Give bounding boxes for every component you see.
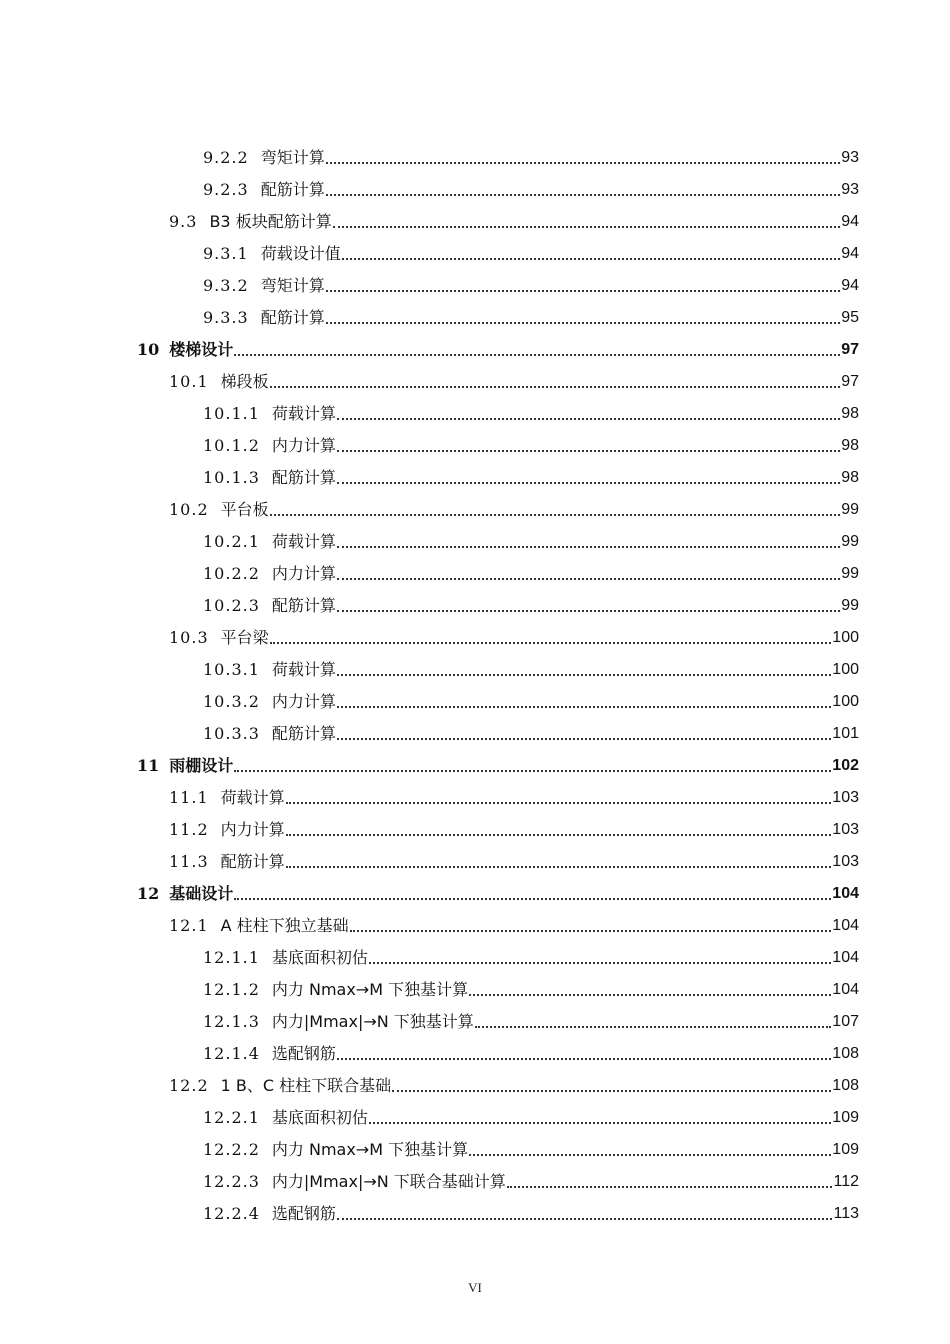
toc-entry[interactable]: [203, 394, 859, 424]
toc-leader: [337, 674, 831, 676]
toc-title: 基底面积初估: [271, 1108, 368, 1127]
toc-title: 荷载计算: [271, 404, 336, 423]
toc-chapter-entry[interactable]: [137, 874, 859, 904]
toc-page: 104: [832, 885, 859, 902]
toc-number: 10.1: [169, 372, 209, 391]
toc-page: 109: [832, 1109, 859, 1126]
toc-number: 11.1: [169, 788, 209, 807]
toc-page: 98: [841, 469, 859, 486]
toc-title: A 柱柱下独立基础: [220, 916, 349, 935]
page-number-footer: VI: [468, 1280, 482, 1295]
toc-leader: [286, 834, 832, 836]
toc-leader: [337, 482, 840, 484]
toc-title: 配筋计算: [260, 180, 325, 199]
toc-leader: [337, 1218, 833, 1220]
toc-page: 93: [841, 149, 859, 166]
toc-entry[interactable]: [169, 810, 859, 840]
toc-title: 梯段板: [220, 372, 269, 391]
toc-number: 12.1.1: [203, 948, 260, 967]
toc-page: 95: [841, 309, 859, 326]
toc-entry[interactable]: [203, 650, 859, 680]
toc-title: 内力 Nmax→M 下独基计算: [271, 980, 469, 999]
toc-page: 108: [832, 1077, 859, 1094]
toc-page: 108: [832, 1045, 859, 1062]
toc-leader: [342, 258, 840, 260]
toc-entry[interactable]: [203, 266, 859, 296]
toc-leader: [286, 866, 832, 868]
toc-leader: [369, 962, 831, 964]
toc-number: 10.2.3: [203, 596, 260, 615]
toc-leader: [392, 1090, 831, 1092]
toc-title: 荷载计算: [271, 660, 336, 679]
toc-number: 12.1: [169, 916, 209, 935]
toc-number: 10.2.1: [203, 532, 260, 551]
toc-page: 101: [832, 725, 859, 742]
toc-title: 内力计算: [220, 820, 285, 839]
toc-page: 99: [841, 533, 859, 550]
toc-entry[interactable]: [169, 1066, 859, 1096]
toc-page: 94: [841, 277, 859, 294]
toc-number: 10.3: [169, 628, 209, 647]
toc-page: 103: [832, 853, 859, 870]
toc-page: 94: [841, 245, 859, 262]
toc-entry[interactable]: [169, 906, 859, 936]
toc-leader: [326, 290, 840, 292]
toc-number: 9.3.1: [203, 244, 249, 263]
toc-leader: [326, 322, 840, 324]
toc-page: 112: [833, 1173, 859, 1190]
toc-entry[interactable]: [203, 138, 859, 168]
toc-leader: [337, 418, 840, 420]
toc-title: B3 板块配筋计算: [209, 212, 332, 231]
toc-title: 内力计算: [271, 692, 336, 711]
toc-title: 配筋计算: [260, 308, 325, 327]
toc-page: 98: [841, 437, 859, 454]
toc-page: 99: [841, 597, 859, 614]
toc-number: 10.2: [169, 500, 209, 519]
toc-chapter-entry[interactable]: [137, 746, 859, 776]
toc-number: 11.2: [169, 820, 209, 839]
toc-leader: [337, 738, 831, 740]
toc-entry[interactable]: [203, 938, 859, 968]
toc-entry[interactable]: [203, 426, 859, 456]
toc-page: 103: [832, 821, 859, 838]
toc-leader: [337, 546, 840, 548]
toc-number: 12.1.4: [203, 1044, 260, 1063]
toc-entry[interactable]: [169, 202, 859, 232]
toc-leader: [337, 450, 840, 452]
toc-number: 10.1.2: [203, 436, 260, 455]
toc-number: 12.1.3: [203, 1012, 260, 1031]
toc-page: 113: [833, 1205, 859, 1222]
toc-title: 荷载计算: [220, 788, 285, 807]
toc-leader: [333, 226, 841, 228]
toc-title: 内力计算: [271, 436, 336, 455]
toc-page: 93: [841, 181, 859, 198]
toc-entry[interactable]: [203, 522, 859, 552]
toc-entry[interactable]: [169, 618, 859, 648]
toc-entry[interactable]: [169, 362, 859, 392]
toc-page: 109: [832, 1141, 859, 1158]
toc-title: 1 B、C 柱柱下联合基础: [220, 1076, 392, 1095]
toc-number: 10.3.3: [203, 724, 260, 743]
toc-entry[interactable]: [203, 1194, 859, 1224]
toc-entry[interactable]: [203, 1098, 859, 1128]
toc-title: 配筋计算: [271, 724, 336, 743]
toc-title: 弯矩计算: [260, 148, 325, 167]
toc-number: 9.3: [169, 212, 198, 231]
toc-leader: [337, 578, 840, 580]
toc-title: 荷载设计值: [260, 244, 341, 263]
toc-leader: [270, 642, 832, 644]
toc-number: 12.1.2: [203, 980, 260, 999]
toc-title: 平台梁: [220, 628, 269, 647]
toc-number: 11: [137, 756, 160, 775]
toc-page: 97: [841, 341, 859, 358]
toc-chapter-entry[interactable]: [137, 330, 859, 360]
toc-page: 100: [832, 693, 859, 710]
toc-entry[interactable]: [203, 1162, 859, 1192]
toc-number: 12.2: [169, 1076, 209, 1095]
toc-title: 配筋计算: [271, 468, 336, 487]
toc-leader: [475, 1026, 831, 1028]
toc-number: 10.3.1: [203, 660, 260, 679]
toc-page: 104: [832, 981, 859, 998]
toc-number: 9.2.3: [203, 180, 249, 199]
toc-number: 10.2.2: [203, 564, 260, 583]
toc-title: 楼梯设计: [169, 340, 234, 359]
toc-entry[interactable]: [203, 1002, 859, 1032]
toc-entry[interactable]: [169, 778, 859, 808]
toc-entry[interactable]: [203, 298, 859, 328]
toc-page: 100: [832, 629, 859, 646]
toc-number: 10.3.2: [203, 692, 260, 711]
toc-title: 平台板: [220, 500, 269, 519]
toc-page: 97: [841, 373, 859, 390]
toc-number: 11.3: [169, 852, 209, 871]
toc-entry[interactable]: [203, 1034, 859, 1064]
toc-page: 104: [832, 917, 859, 934]
toc-page: 98: [841, 405, 859, 422]
toc-number: 12.2.3: [203, 1172, 260, 1191]
toc-title: 内力|Mmax|→N 下联合基础计算: [271, 1172, 506, 1191]
toc-entry[interactable]: [203, 234, 859, 264]
toc-entry[interactable]: [203, 554, 859, 584]
toc-title: 弯矩计算: [260, 276, 325, 295]
toc-entry[interactable]: [203, 170, 859, 200]
toc-number: 9.3.2: [203, 276, 249, 295]
toc-leader: [337, 1058, 831, 1060]
toc-entry[interactable]: [203, 458, 859, 488]
toc-title: 内力 Nmax→M 下独基计算: [271, 1140, 469, 1159]
toc-entry[interactable]: [169, 490, 859, 520]
toc-title: 雨棚设计: [169, 756, 234, 775]
toc-page: 99: [841, 501, 859, 518]
toc-title: 选配钢筋: [271, 1204, 336, 1223]
toc-entry[interactable]: [203, 586, 859, 616]
toc-entry[interactable]: [203, 970, 859, 1000]
toc-leader: [286, 802, 832, 804]
toc-number: 12.2.1: [203, 1108, 260, 1127]
toc-title: 基底面积初估: [271, 948, 368, 967]
toc-number: 9.2.2: [203, 148, 249, 167]
toc-leader: [326, 194, 840, 196]
toc-title: 配筋计算: [271, 596, 336, 615]
toc-number: 10: [137, 340, 160, 359]
toc-leader: [234, 898, 831, 900]
toc-title: 配筋计算: [220, 852, 285, 871]
toc-number: 12.2.4: [203, 1204, 260, 1223]
toc-leader: [234, 354, 840, 356]
toc-number: 9.3.3: [203, 308, 249, 327]
toc-leader: [337, 610, 840, 612]
toc-entry[interactable]: [203, 1130, 859, 1160]
toc-leader: [469, 1154, 831, 1156]
toc-entry[interactable]: [203, 682, 859, 712]
toc-number: 10.1.3: [203, 468, 260, 487]
toc-leader: [350, 930, 832, 932]
toc-leader: [469, 994, 831, 996]
toc-leader: [270, 514, 841, 516]
toc-leader: [369, 1122, 831, 1124]
toc-page: 103: [832, 789, 859, 806]
toc-number: 10.1.1: [203, 404, 260, 423]
toc-title: 内力计算: [271, 564, 336, 583]
toc-entry[interactable]: [169, 842, 859, 872]
toc-number: 12: [137, 884, 160, 903]
toc-title: 基础设计: [169, 884, 234, 903]
toc-page: 94: [841, 213, 859, 230]
toc-page: 107: [832, 1013, 859, 1030]
toc-number: 12.2.2: [203, 1140, 260, 1159]
toc-title: 荷载计算: [271, 532, 336, 551]
toc-leader: [234, 770, 831, 772]
toc-page: 104: [832, 949, 859, 966]
toc-leader: [270, 386, 841, 388]
toc-page: 102: [832, 757, 859, 774]
toc-entry[interactable]: [203, 714, 859, 744]
toc-leader: [326, 162, 840, 164]
toc-title: 选配钢筋: [271, 1044, 336, 1063]
toc-page: 100: [832, 661, 859, 678]
toc-title: 内力|Mmax|→N 下独基计算: [271, 1012, 474, 1031]
toc-page: 99: [841, 565, 859, 582]
toc-leader: [507, 1186, 833, 1188]
toc-leader: [337, 706, 831, 708]
